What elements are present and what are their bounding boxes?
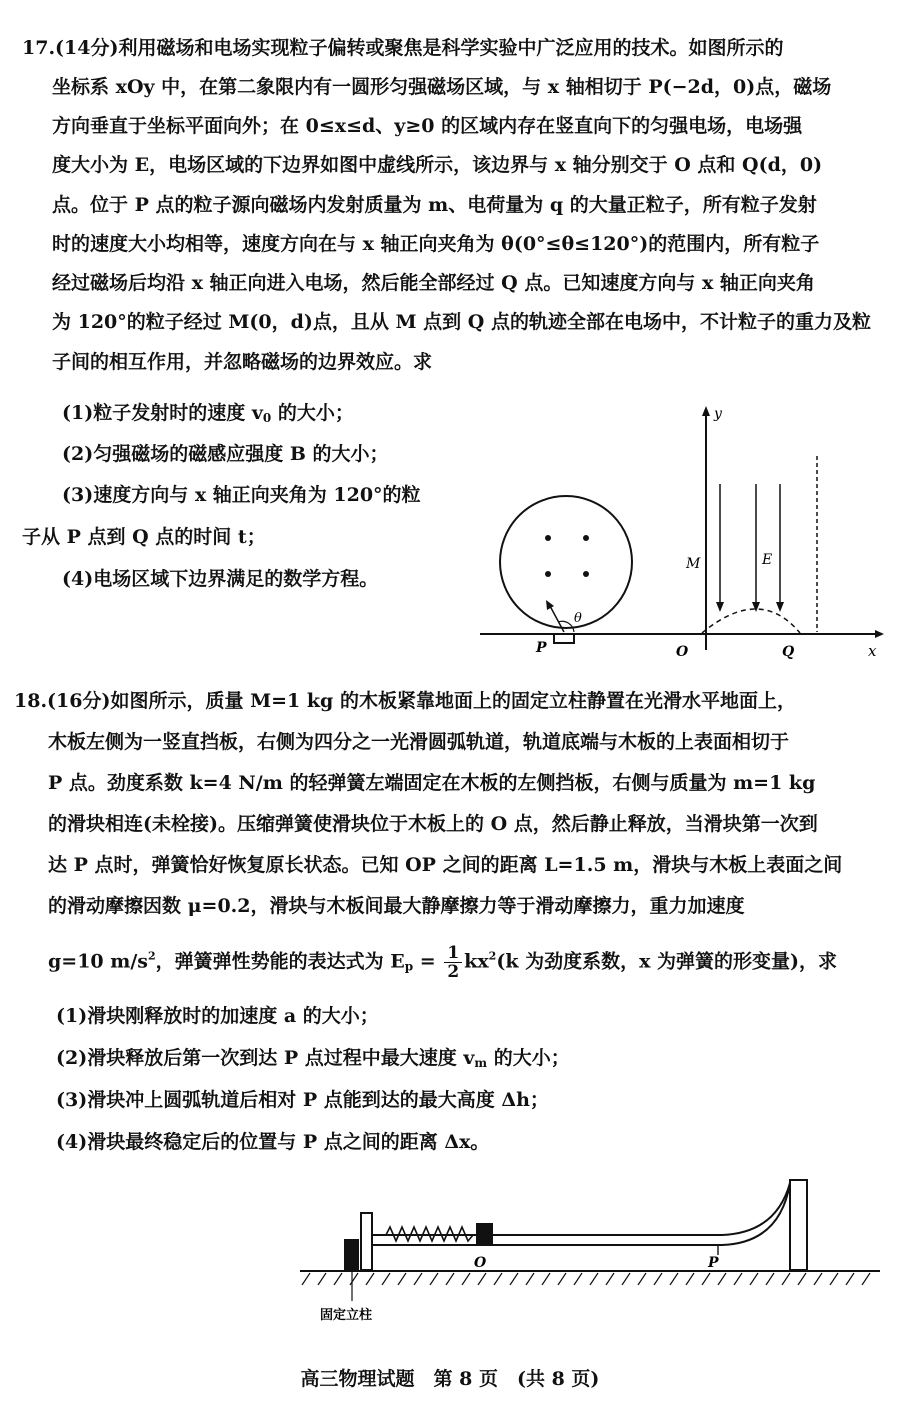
- q18-line-7: g=10 $m/s^2$，弹簧弹性势能的表达式为 $E_p$ = $\frac{1}{2}$ $kx^2(k$ 为劲度系数，x 为弹簧的形变量)，求: [48, 943, 838, 982]
- E-label: E: [762, 552, 773, 568]
- q17-line-7: 经过磁场后均沿 x 轴正向进入电场，然后能全部经过 Q 点。已知速度方向与 x 轴正向夹角: [52, 272, 815, 294]
- M-label: M: [686, 556, 701, 572]
- field-line-arrow: [716, 602, 724, 612]
- fixed-post-label: 固定立柱: [320, 1308, 373, 1323]
- q17-sub1: (1)粒子发射时的速度 $v_0$ 的大小；: [62, 402, 354, 425]
- x-axis-arrow: [875, 630, 884, 638]
- field-dot: [545, 571, 551, 577]
- left-baffle: [361, 1213, 372, 1270]
- q18-line-3: P 点。劲度系数 k=4 N/m 的轻弹簧左端固定在木板的左侧挡板，右侧与质量为 m=1 kg: [48, 772, 816, 794]
- q18-line-2: 木板左侧为一竖直挡板，右侧为四分之一光滑圆弧轨道，轨道底端与木板的上表面相切于: [48, 731, 790, 753]
- q17-line-6: 时的速度大小均相等，速度方向在与 x 轴正向夹角为 θ(0°≤θ≤120°)的范围内，所有粒子: [52, 233, 820, 255]
- x-axis-label: x: [868, 642, 877, 660]
- velocity-arrowhead: [546, 600, 554, 610]
- q17-sub2: (2)匀强磁场的磁感应强度 B 的大小；: [62, 443, 389, 465]
- slider-block: [476, 1223, 493, 1245]
- O-label: O: [474, 1255, 487, 1271]
- q17-line-2: 坐标系 xOy 中，在第二象限内有一圆形匀强磁场区域，与 x 轴相切于 P(−2d，0)点，磁场: [52, 76, 832, 98]
- y-axis-label: y: [714, 406, 722, 422]
- right-post: [790, 1180, 807, 1270]
- q18-sub4: (4)滑块最终稳定后的位置与 P 点之间的距离 Δx。: [56, 1131, 490, 1153]
- one-half-fraction: $\frac{1}{2}$: [444, 944, 462, 981]
- theta-label: θ: [574, 611, 582, 626]
- particle-source: [554, 634, 574, 643]
- q17-line-8: 为 120°的粒子经过 M(0，d)点，且从 M 点到 Q 点的轨迹全部在电场中，不计粒子的重力及粒: [52, 311, 871, 333]
- magnetic-field-region: [500, 496, 632, 628]
- q17-sub3-b: 子从 P 点到 Q 点的时间 t；: [22, 526, 266, 548]
- page-footer: 高三物理试题 第 8 页 (共 8 页): [300, 1368, 600, 1390]
- q18-line-1: 18.(16分)如图所示，质量 M=1 kg 的木板紧靠地面上的固定立柱静置在光滑水平地面上，: [14, 690, 796, 712]
- field-dot: [583, 535, 589, 541]
- q17-line-4: 度大小为 E，电场区域的下边界如图中虚线所示，该边界与 x 轴分别交于 O 点和 Q(d，0): [52, 154, 823, 176]
- q18-sub3: (3)滑块冲上圆弧轨道后相对 P 点能到达的最大高度 Δh；: [56, 1089, 549, 1111]
- q18-sub2: (2)滑块释放后第一次到达 P 点过程中最大速度 $v_m$ 的大小；: [56, 1047, 570, 1070]
- field-dot: [545, 535, 551, 541]
- q18-line-5: 达 P 点时，弹簧恰好恢复原长状态。已知 OP 之间的距离 L=1.5 m，滑块与木板上表面之间: [48, 854, 843, 876]
- arc-track: [722, 1183, 790, 1245]
- q17-sub3-a: (3)速度方向与 x 轴正向夹角为 120°的粒: [62, 484, 421, 506]
- P-label: P: [536, 640, 547, 656]
- board: [372, 1183, 790, 1271]
- O-label: O: [676, 644, 689, 660]
- field-line-arrow: [752, 602, 760, 612]
- Q-label: Q: [782, 644, 795, 660]
- q18-line-6: 的滑动摩擦因数 μ=0.2，滑块与木板间最大静摩擦力等于滑动摩擦力，重力加速度: [48, 895, 745, 917]
- q17-sub4: (4)电场区域下边界满足的数学方程。: [62, 568, 379, 590]
- P-label: P: [708, 1255, 719, 1271]
- q17-figure: [470, 400, 890, 670]
- q18-line-4: 的滑块相连(未栓接)。压缩弹簧使滑块位于木板上的 O 点，然后静止释放，当滑块第一次到: [48, 813, 818, 835]
- fixed-post: [344, 1239, 359, 1270]
- q17-line-5: 点。位于 P 点的粒子源向磁场内发射质量为 m、电荷量为 q 的大量正粒子，所有粒子发射: [52, 194, 817, 216]
- q18-figure: [290, 1175, 890, 1335]
- field-dot: [583, 571, 589, 577]
- q17-line-1: 17.(14分)利用磁场和电场实现粒子偏转或聚焦是科学实验中广泛应用的技术。如图所示的: [22, 37, 784, 59]
- q18-sub1: (1)滑块刚释放时的加速度 a 的大小；: [56, 1005, 379, 1027]
- y-axis-arrow: [702, 406, 710, 416]
- field-line-arrow: [776, 602, 784, 612]
- q17-line-3: 方向垂直于坐标平面向外；在 0≤x≤d、y≥0 的区域内存在竖直向下的匀强电场，电场强: [52, 115, 803, 137]
- q17-line-9: 子间的相互作用，并忽略磁场的边界效应。求: [52, 351, 433, 373]
- field-lower-boundary: [702, 609, 800, 633]
- ground-hatching: [302, 1273, 870, 1285]
